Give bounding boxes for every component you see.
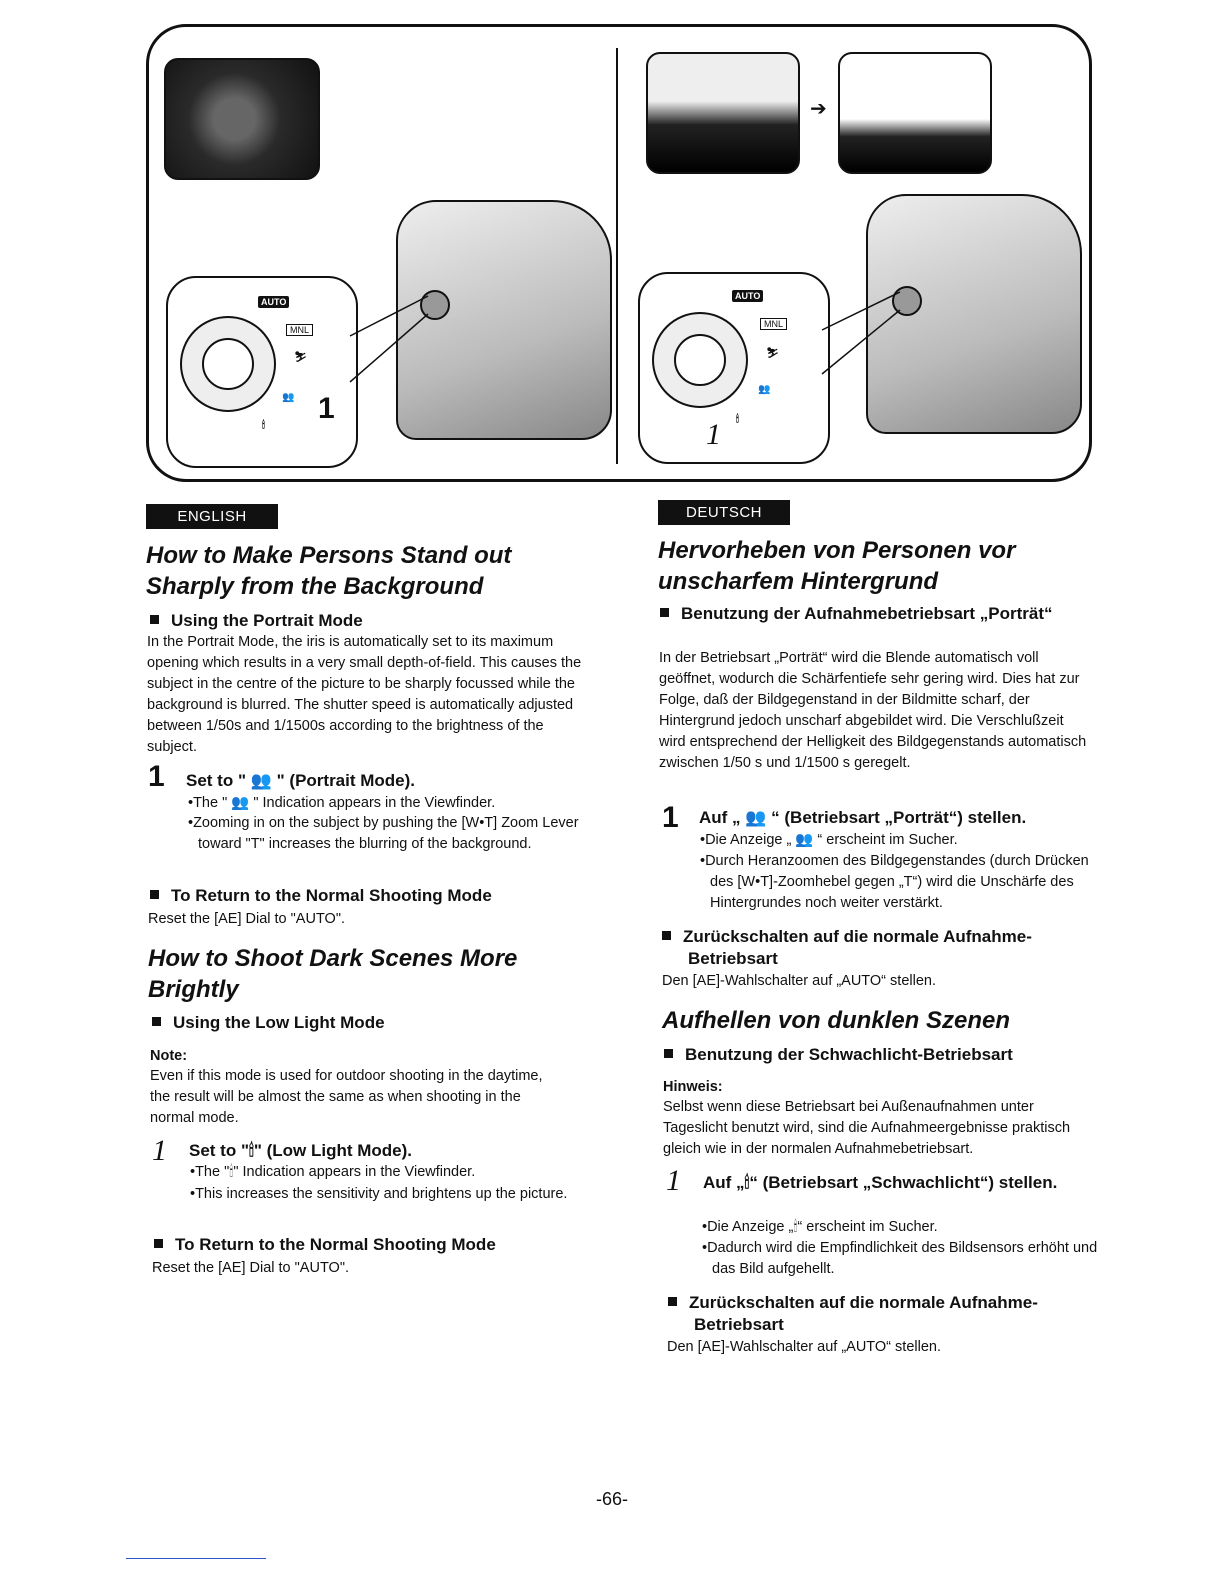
bullet-portrait-indicator-english: •The " 👥 " Indication appears in the Viewfinder. [188,795,496,811]
bullet-low-light-indicator-deutsch: •Die Anzeige „🕯“ erscheint im Sucher. [702,1219,938,1235]
bullet-square-icon [660,608,669,617]
step-marker-left: 1 [318,392,335,425]
bullet-low-light-sensitivity-english: •This increases the sensitivity and brightens up the picture. [190,1186,568,1202]
step-title-low-light-deutsch: Auf „🕯“ (Betriebsart „Schwachlicht“) stellen. [703,1173,1058,1192]
sports-mode-icon-left: ⛷ [294,352,307,363]
low-light-mode-icon-right: 🕯 [736,414,739,425]
ae-dial-inner-right [674,334,726,386]
bullet-square-icon [668,1297,677,1306]
paragraph-reset-1-english: Reset the [AE] Dial to "AUTO". [148,911,345,927]
bullet-portrait-zoom-deutsch: •Durch Heranzoomen des Bildgegenstandes (durch Drücken des [W•T]-Zoomhebel gegen „T“) wird die Unschärfe des Hintergrundes noch weiter verstärkt. [700,853,1089,911]
subheading-low-light-mode-deutsch [664,1044,1094,1066]
step-number-low-light-english: 1 [152,1134,167,1167]
paragraph-portrait-english: In the Portrait Mode, the iris is automatically set to its maximum opening which results in a very small depth-of-field. This causes the subject in the centre of the picture to be sharply focussed while the background is blurred. The shutter speed is automatically adjusted between 1/50s and 1/1500s according to the brightness of the subject. [147,634,582,755]
subheading-portrait-mode-deutsch [660,603,1106,625]
subheading-text: To Return to the Normal Shooting Mode [175,1235,496,1254]
page-number: -66- [596,1489,629,1509]
leader-lines-left [340,286,440,386]
low-light-mode-icon-left: 🕯 [262,420,265,431]
ae-dial-inner-left [202,338,254,390]
language-label-english: ENGLISH [146,504,278,529]
step-title-portrait-deutsch: Auf „ 👥 “ (Betriebsart „Porträt“) stellen. [699,808,1027,827]
subheading-return-normal-1-deutsch [662,926,1108,970]
auto-mode-label-right: AUTO [732,290,763,302]
portrait-mode-icon-right: 👥 [758,384,771,395]
subheading-text: Zurückschalten auf die normale Aufnahme-Betriebsart [683,927,1032,968]
bullet-square-icon [150,890,159,899]
paragraph-portrait-deutsch: In der Betriebsart „Porträt“ wird die Blende automatisch voll geöffnet, wodurch die Schärfentiefe sehr gering wird. Dies hat zur Folge, daß der Bildgegenstand in der Bildmitte scharf, der Hintergrund jedoch unscharf abgebildet wird. Die Verschlußzeit wird entsprechend der Helligkeit des Bildgegenstands automatisch zwischen 1/50 s und 1/1500 s geregelt. [659,650,1087,771]
bullet-square-icon [154,1239,163,1248]
heading-low-light-english: How to Shoot Dark Scenes More Brightly [148,945,518,1003]
subheading-return-normal-2-english [154,1234,594,1256]
note-label-english: Note: [150,1048,188,1064]
low-light-after-photo [838,52,992,174]
subheading-text: Using the Portrait Mode [171,611,363,630]
paragraph-reset-1-deutsch: Den [AE]-Wahlschalter auf „AUTO“ stellen. [662,973,936,989]
subheading-text: Benutzung der Schwachlicht-Betriebsart [685,1045,1013,1064]
bullet-square-icon [662,931,671,940]
footer-rule [126,1558,266,1559]
heading-portrait-deutsch: Hervorheben von Personen vor unscharfem Hintergrund [658,537,1016,595]
bullet-portrait-zoom-english: •Zooming in on the subject by pushing the [W•T] Zoom Lever toward "T" increases the blurring of the background. [188,815,579,852]
subheading-text: Zurückschalten auf die normale Aufnahme-Betriebsart [689,1293,1038,1334]
paragraph-reset-2-deutsch: Den [AE]-Wahlschalter auf „AUTO“ stellen. [667,1339,941,1355]
heading-low-light-deutsch: Aufhellen von dunklen Szenen [662,1007,1011,1034]
portrait-sample-photo [164,58,320,180]
step-number-portrait-english: 1 [148,760,165,793]
bullet-square-icon [150,615,159,624]
paragraph-reset-2-english: Reset the [AE] Dial to "AUTO". [152,1260,349,1276]
bullet-low-light-indicator-english: •The "🕯" Indication appears in the Viewfinder. [190,1164,476,1180]
arrow-icon: ➔ [810,98,827,120]
subheading-return-normal-2-deutsch [668,1292,1114,1336]
leader-lines-right [814,280,914,380]
note-text-english: Even if this mode is used for outdoor shooting in the daytime, the result will be almost the same as when shooting in the normal mode. [150,1068,543,1126]
sports-mode-icon-right: ⛷ [766,348,779,359]
language-label-deutsch: DEUTSCH [658,500,790,525]
subheading-text: To Return to the Normal Shooting Mode [171,886,492,905]
step-title-portrait-english: Set to " 👥 " (Portrait Mode). [186,771,416,790]
subheading-low-light-mode-english [152,1012,592,1034]
manual-mode-label-right: MNL [760,318,787,330]
subheading-text: Using the Low Light Mode [173,1013,385,1032]
auto-mode-label-left: AUTO [258,296,289,308]
bullet-low-light-sensitivity-deutsch: •Dadurch wird die Empfindlichkeit des Bildsensors erhöht und das Bild aufgehellt. [702,1240,1098,1277]
step-number-low-light-deutsch: 1 [666,1164,681,1197]
subheading-text: Benutzung der Aufnahmebetriebsart „Porträt“ [681,604,1053,623]
heading-portrait-english: How to Make Persons Stand out Sharply from the Background [146,542,512,600]
subheading-return-normal-1-english [150,885,590,907]
subheading-portrait-mode-english [150,610,590,632]
step-number-portrait-deutsch: 1 [662,801,679,834]
note-text-deutsch: Selbst wenn diese Betriebsart bei Außenaufnahmen unter Tageslicht benutzt wird, sind die Aufnahmeergebnisse praktisch gleich wie in der normalen Aufnahmebetriebsart. [663,1099,1071,1157]
step-marker-right: 1 [706,418,721,451]
bullet-square-icon [664,1049,673,1058]
bullet-square-icon [152,1017,161,1026]
bullet-portrait-indicator-deutsch: •Die Anzeige „ 👥 “ erscheint im Sucher. [700,832,958,848]
low-light-before-photo [646,52,800,174]
manual-mode-label-left: MNL [286,324,313,336]
step-title-low-light-english: Set to "🕯" (Low Light Mode). [189,1141,413,1160]
portrait-mode-icon-left: 👥 [282,392,295,403]
note-label-deutsch: Hinweis: [663,1079,723,1095]
panel-divider [616,48,618,464]
